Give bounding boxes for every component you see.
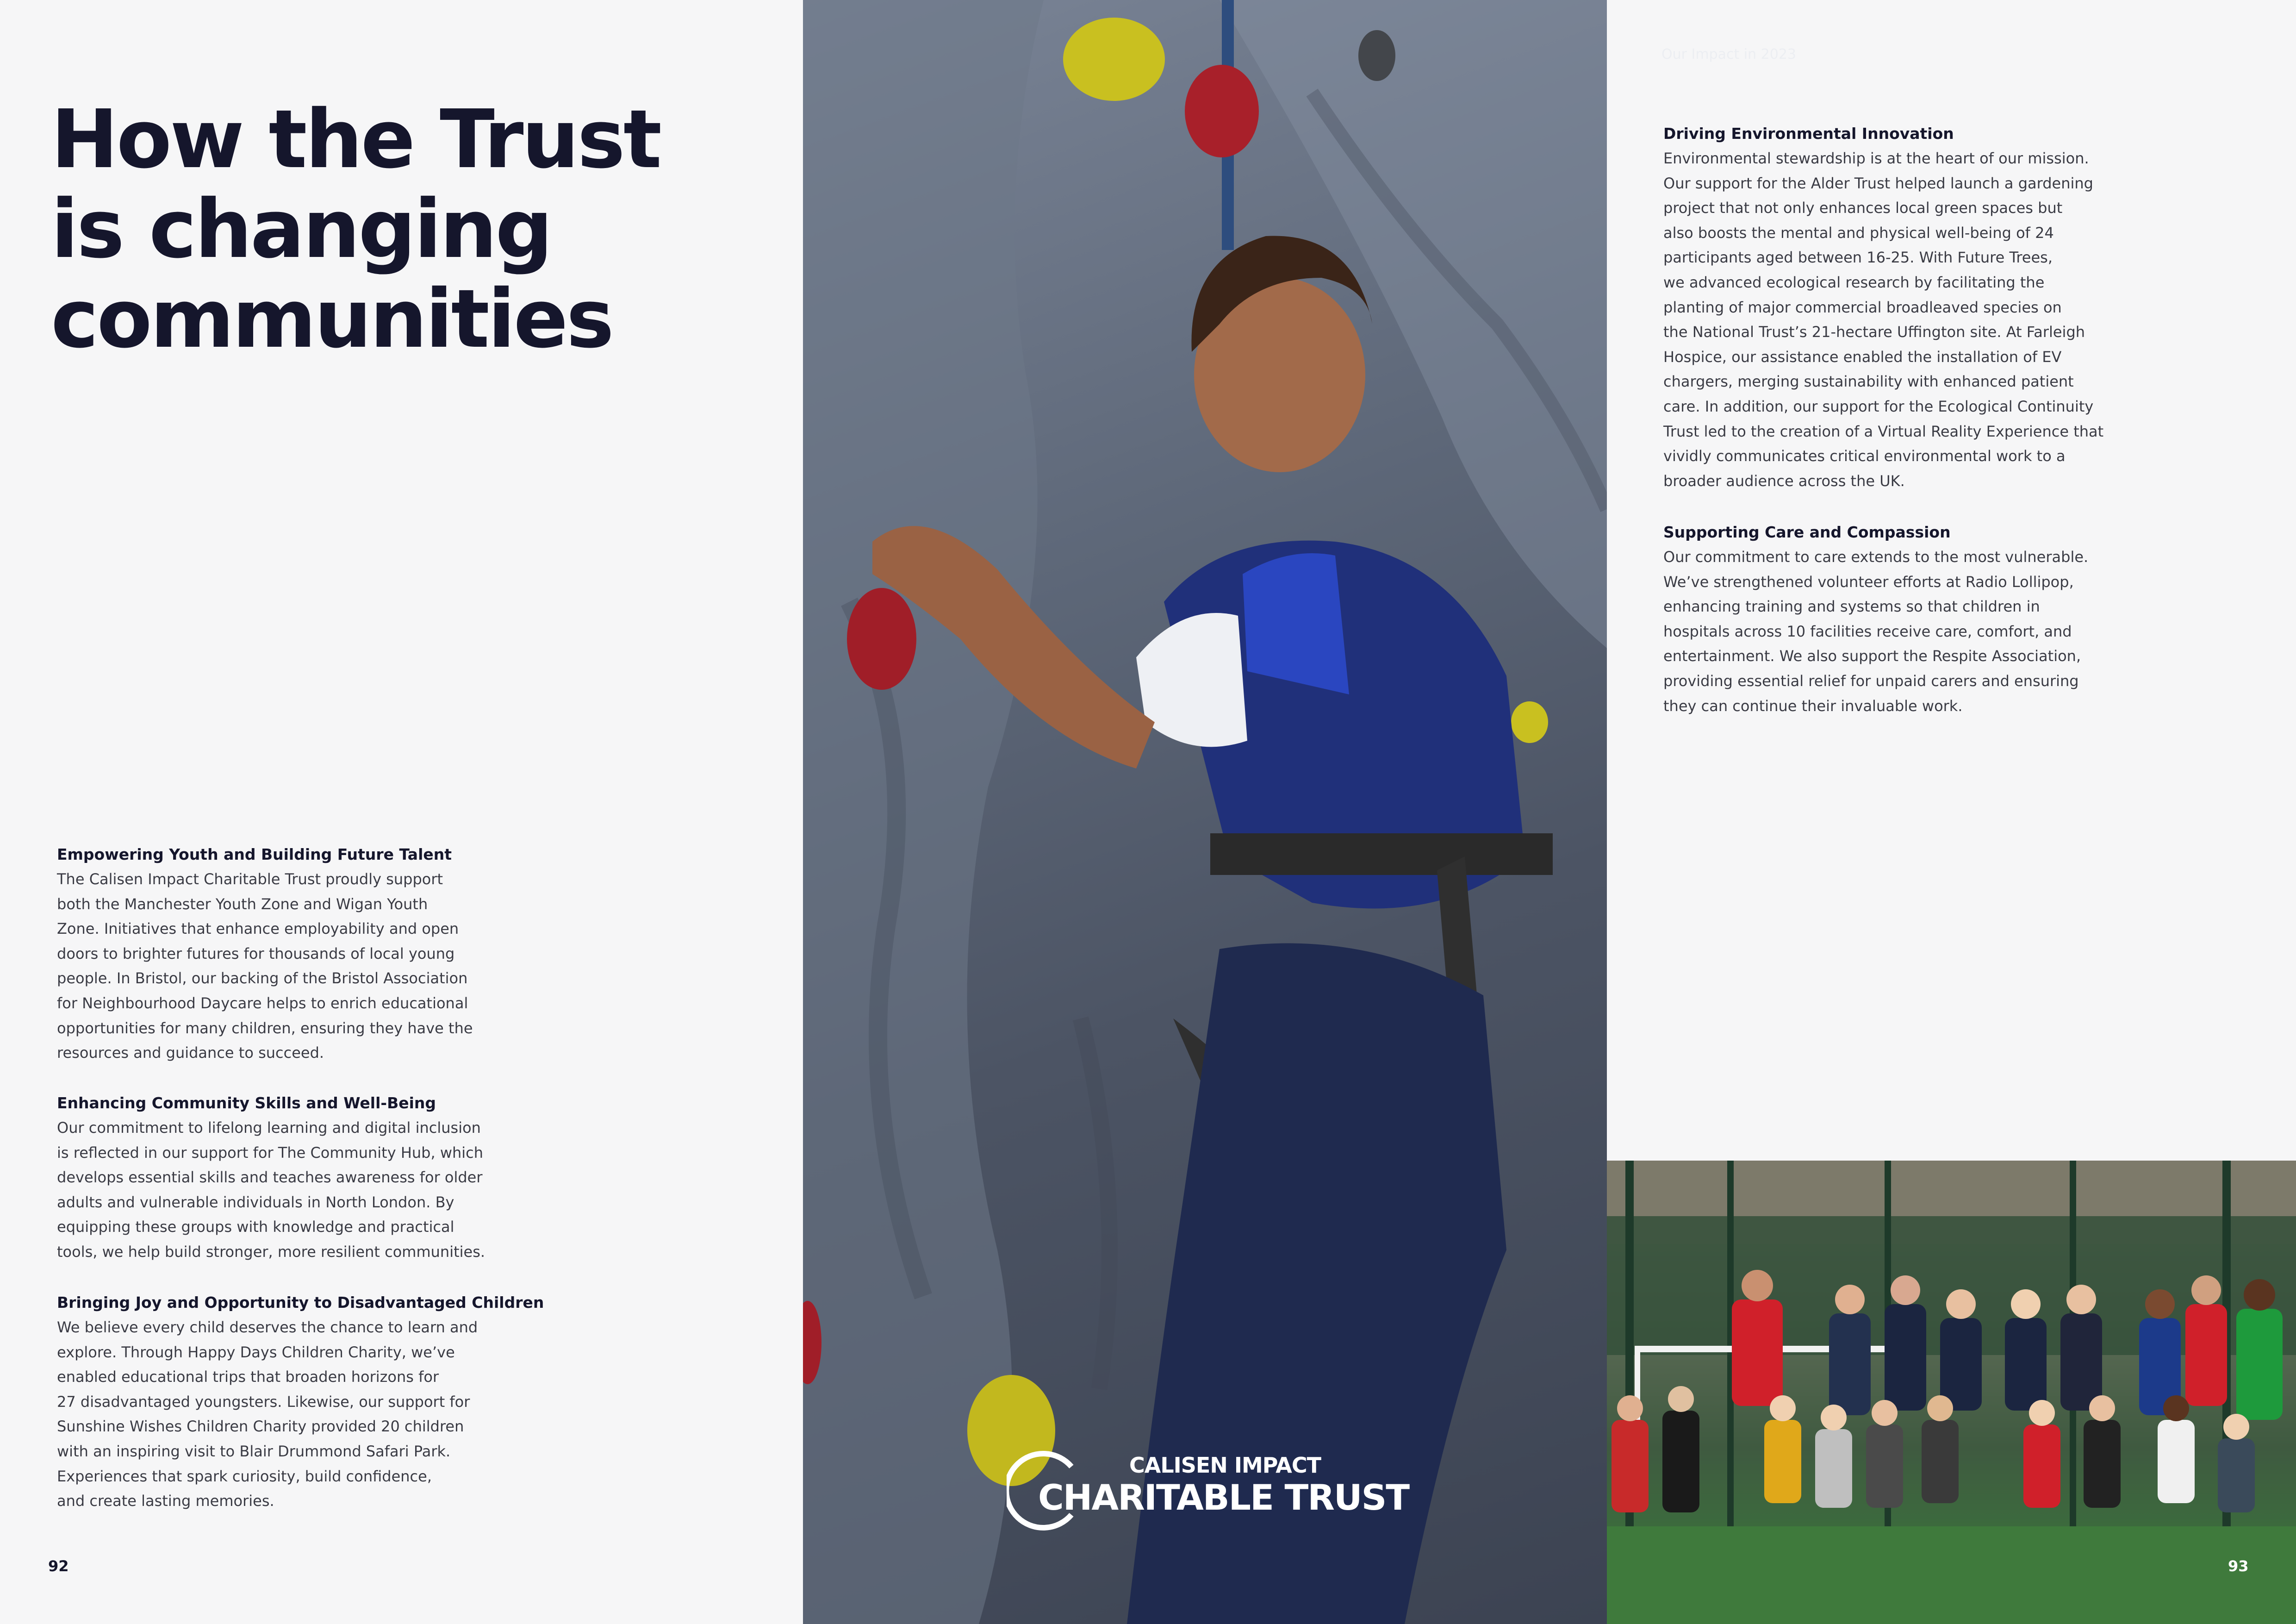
text-line: resources and guidance to succeed. (57, 1044, 324, 1062)
text-line: also boosts the mental and physical well-being of 24 (1663, 224, 2054, 242)
text-line: planting of major commercial broadleaved species on (1663, 298, 2062, 316)
text-line: explore. Through Happy Days Children Charity, we’ve (57, 1343, 455, 1361)
running-head: Our Impact in 2023 (1661, 46, 1797, 62)
group-photo-illustration (1607, 1161, 2296, 1624)
text-line: the National Trust’s 21-hectare Uffington site. At Farleigh (1663, 323, 2085, 341)
text-line: with an inspiring visit to Blair Drummond Safari Park. (57, 1442, 451, 1460)
text-line: care. In addition, our support for the Ecological Continuity (1663, 397, 2094, 415)
text-line: Zone. Initiatives that enhance employability and open (57, 920, 459, 938)
text-line: Hospice, our assistance enabled the installation of EV (1663, 348, 2062, 366)
text-line: enhancing training and systems so that children in (1663, 598, 2040, 616)
text-line: doors to brighter futures for thousands of local young (57, 944, 455, 962)
text-line: for Neighbourhood Daycare helps to enrich educational (57, 994, 468, 1012)
text-line: Our commitment to lifelong learning and digital inclusion (57, 1119, 481, 1137)
headline-line: is changing (51, 182, 551, 276)
left-page (0, 0, 803, 1624)
text-line: Environmental stewardship is at the heart of our mission. (1663, 150, 2089, 167)
section-body (57, 867, 473, 1066)
page-number-left: 92 (48, 1557, 69, 1575)
section-care-compassion (1663, 520, 2088, 718)
logo-line-1: CALISEN IMPACT (1129, 1453, 1321, 1478)
section-body (57, 1116, 485, 1265)
text-line: tools, we help build stronger, more resilient communities. (57, 1243, 485, 1261)
page-headline (51, 95, 745, 364)
text-line: adults and vulnerable individuals in North London. By (57, 1193, 454, 1211)
section-body (57, 1315, 544, 1514)
climbing-photo-illustration (803, 0, 1607, 1624)
section-empowering-youth (57, 842, 473, 1066)
group-photo (1607, 1161, 2296, 1624)
text-line: Trust led to the creation of a Virtual Reality Experience that (1663, 422, 2104, 440)
text-line: 27 disadvantaged youngsters. Likewise, our support for (57, 1393, 470, 1411)
headline-line: communities (51, 272, 613, 366)
headline-line: How the Trust (51, 93, 660, 187)
section-title: Empowering Youth and Building Future Talent (57, 845, 452, 863)
text-line: both the Manchester Youth Zone and Wigan Youth (57, 895, 428, 913)
text-line: equipping these groups with knowledge and practical (57, 1218, 454, 1236)
charitable-trust-logo (1007, 1449, 1414, 1542)
section-environmental-innovation (1663, 121, 2103, 493)
text-line: Our support for the Alder Trust helped launch a gardening (1663, 174, 2093, 192)
text-line: We’ve strengthened volunteer efforts at Radio Lollipop, (1663, 573, 2074, 591)
text-line: entertainment. We also support the Respite Association, (1663, 647, 2081, 665)
section-title: Bringing Joy and Opportunity to Disadvantaged Children (57, 1293, 544, 1312)
text-line: enabled educational trips that broaden horizons for (57, 1368, 439, 1386)
text-line: we advanced ecological research by facilitating the (1663, 273, 2045, 291)
section-community-skills (57, 1091, 485, 1265)
text-line: vividly communicates critical environmental work to a (1663, 447, 2066, 465)
section-title: Enhancing Community Skills and Well-Being (57, 1094, 436, 1112)
page-number-right: 93 (2228, 1557, 2249, 1575)
text-line: The Calisen Impact Charitable Trust proudly support (57, 870, 443, 888)
text-line: people. In Bristol, our backing of the Bristol Association (57, 969, 468, 987)
text-line: providing essential relief for unpaid carers and ensuring (1663, 672, 2079, 690)
text-line: they can continue their invaluable work. (1663, 697, 1963, 715)
section-title: Supporting Care and Compassion (1663, 523, 1951, 541)
text-line: hospitals across 10 facilities receive care, comfort, and (1663, 622, 2072, 640)
text-line: develops essential skills and teaches awareness for older (57, 1168, 483, 1187)
logo-line-2: CHARITABLE TRUST (1038, 1477, 1409, 1518)
text-line: Sunshine Wishes Children Charity provided 20 children (57, 1418, 464, 1436)
text-line: Experiences that spark curiosity, build confidence, (57, 1467, 432, 1485)
text-line: project that not only enhances local green spaces but (1663, 199, 2063, 217)
text-line: opportunities for many children, ensuring they have the (57, 1019, 473, 1037)
section-disadvantaged-children (57, 1290, 544, 1514)
text-line: is reflected in our support for The Community Hub, which (57, 1143, 484, 1162)
section-body (1663, 146, 2103, 493)
text-line: We believe every child deserves the chance to learn and (57, 1318, 478, 1336)
section-title: Driving Environmental Innovation (1663, 125, 1954, 143)
text-line: broader audience across the UK. (1663, 472, 1905, 490)
text-line: and create lasting memories. (57, 1492, 274, 1510)
text-line: Our commitment to care extends to the most vulnerable. (1663, 548, 2089, 566)
climbing-wall-photo (803, 0, 1607, 1624)
text-line: chargers, merging sustainability with enhanced patient (1663, 373, 2074, 391)
text-line: participants aged between 16-25. With Future Trees, (1663, 249, 2053, 267)
section-body (1663, 545, 2088, 718)
